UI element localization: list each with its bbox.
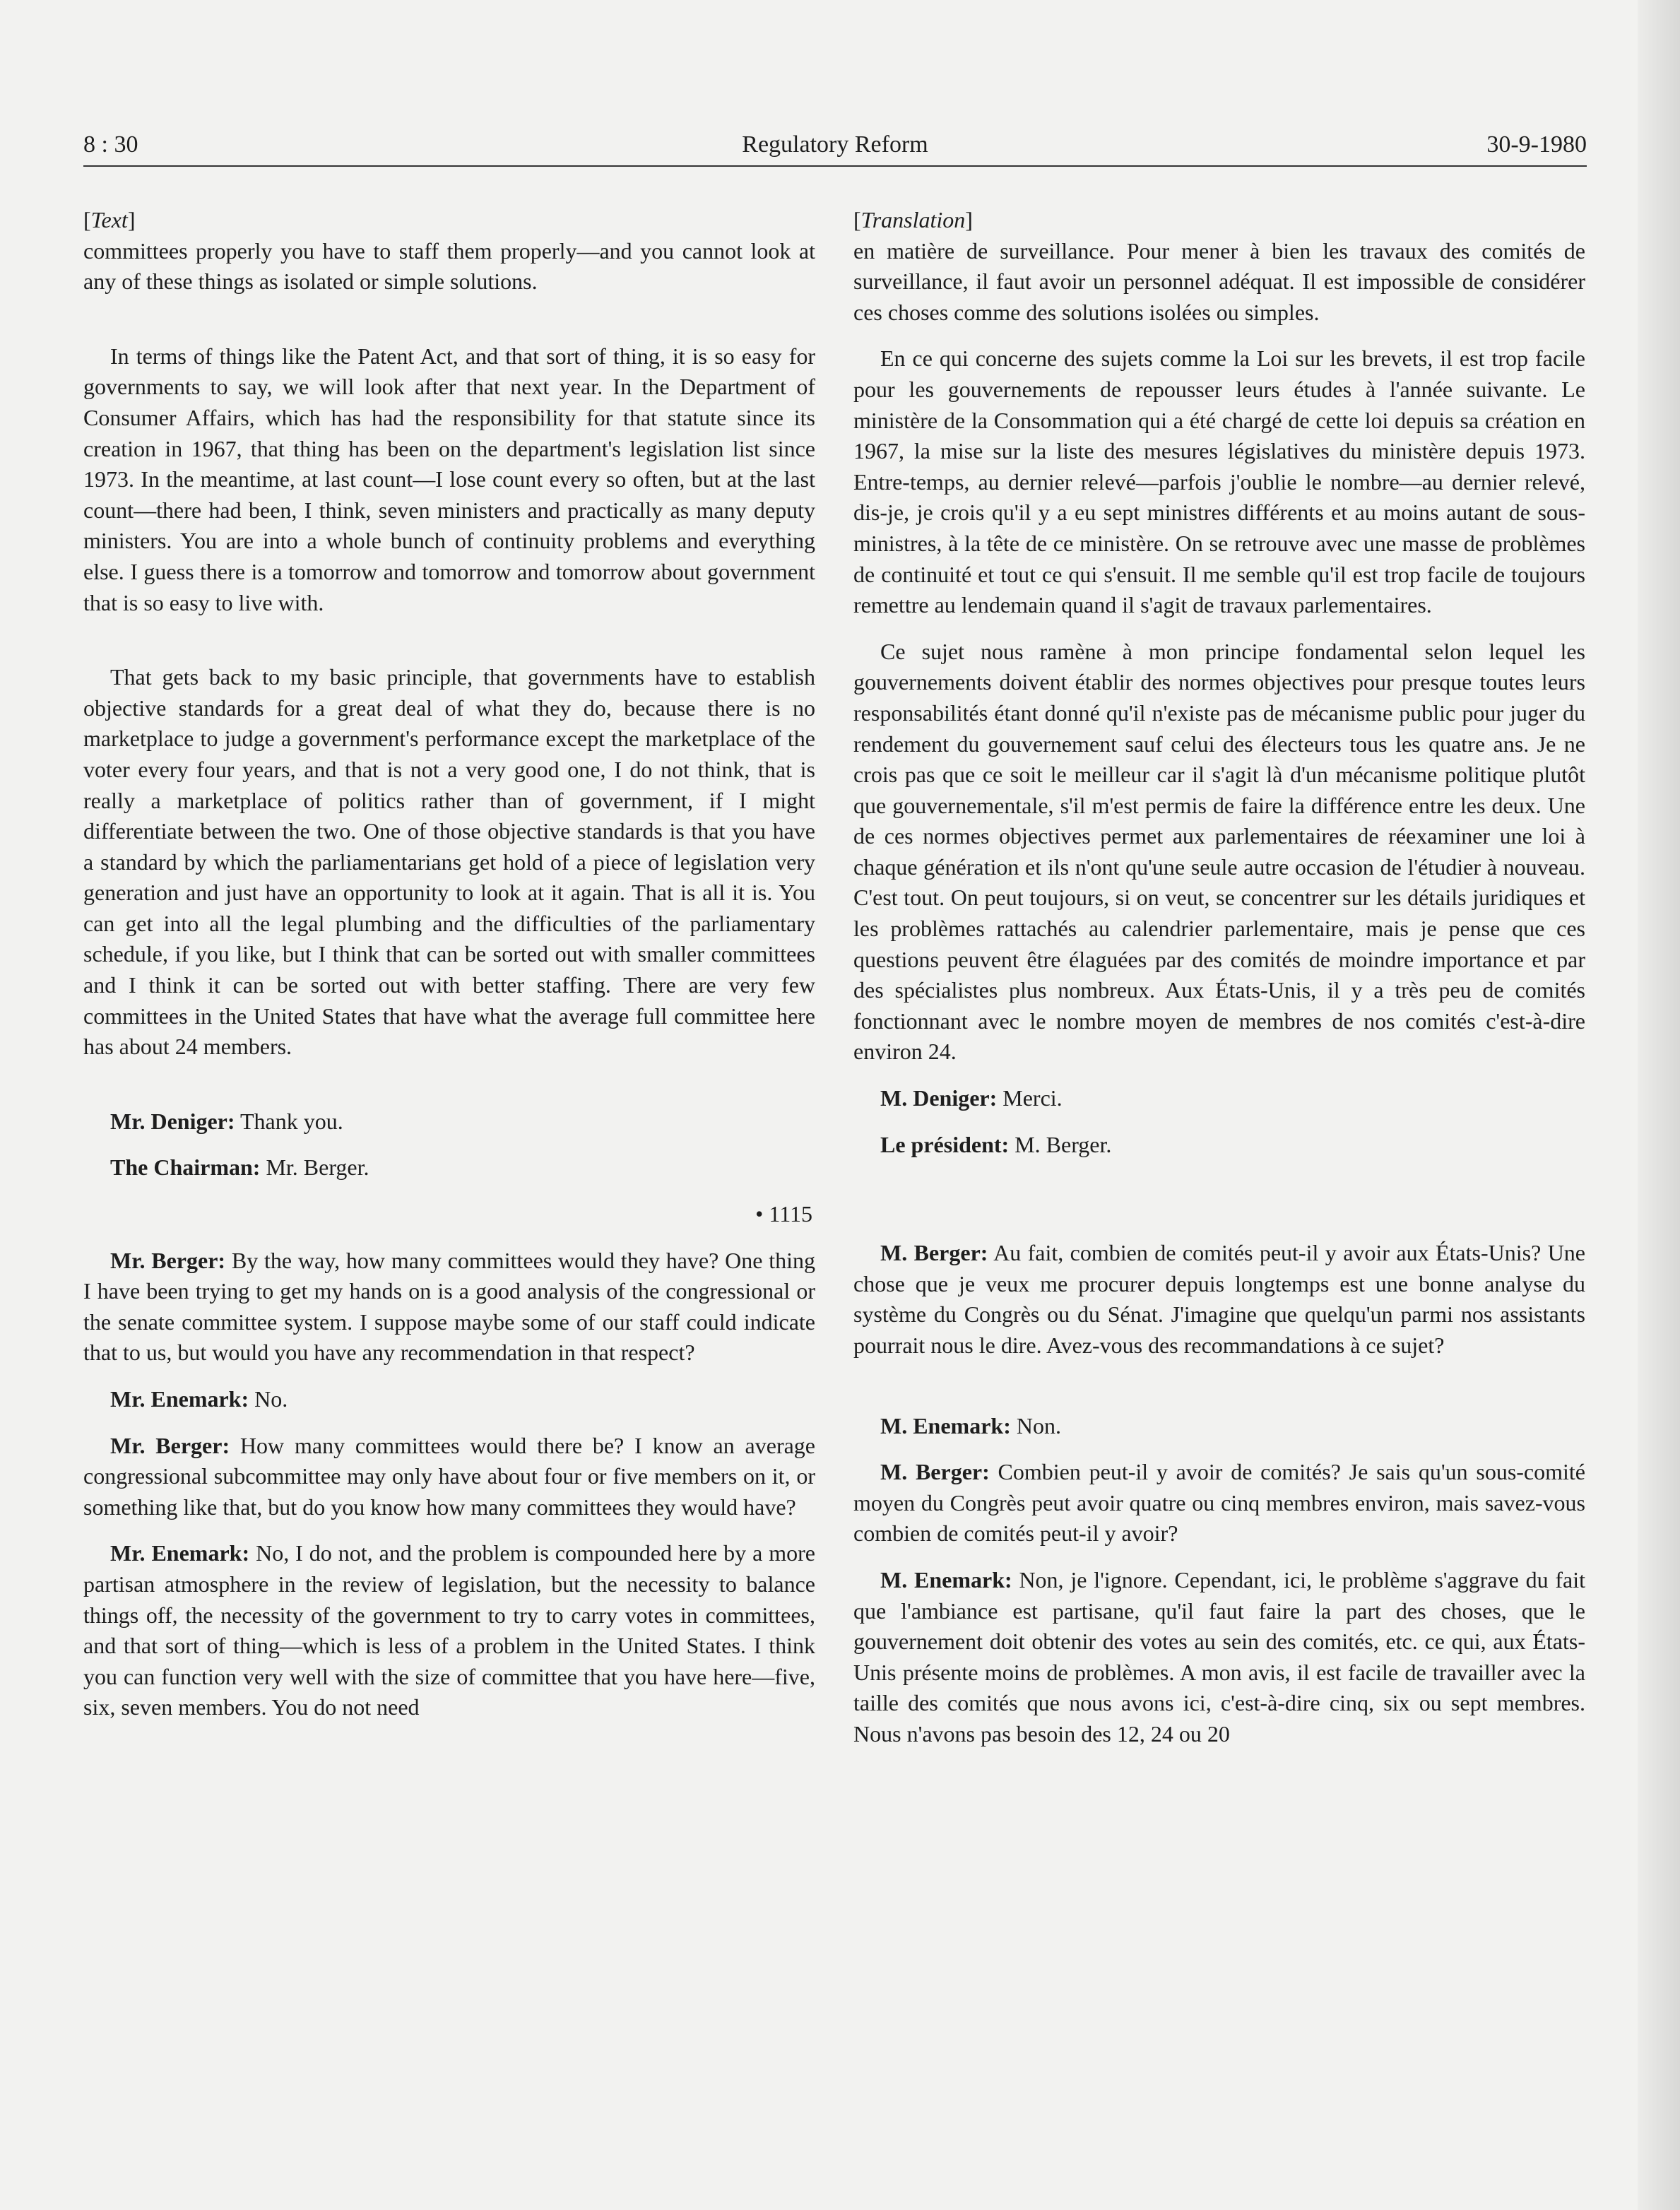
english-paragraph-3: That gets back to my basic principle, that governments have to establish objective standards for a great deal of what they do, because there is no marketplace to judge a government's performance except the marketplace of the voter every four years, and that is not a very good one, I do not think, that is really a marketplace of politics rather than of government, if I might differentiate between the two. One of those objective standards is that you have a standard by which the parliamentarians get hold of a piece of legislation very generation and just have an opportunity to look at it again. That is all it is. You can get into all the legal plumbing and the difficulties of the parliamentary schedule, if you like, but I think that can be sorted out with smaller committees and I think it can be sorted out with better staffing. There are very few committees in the United States that have what the average full committee here has about 24 members. [83, 664, 815, 1060]
french-paragraph-3: Ce sujet nous ramène à mon principe fondamental selon lequel les gouvernements doivent établir des normes objectives pour presque toutes leurs responsabilités étant donné qu'il n'existe pas de mécanisme public pour juger du rendement du gouvernement sauf celui des électeurs tous les quatre ans. Je ne crois pas que ce soit le meilleur car il s'agit là d'un mécanisme politique plutôt que gouvernementale, s'il m'est permis de faire la différence entre les deux. Une de ces normes objectives permet aux parlementaires de réexaminer une loi à chaque génération et ils n'ont qu'une seule autre occasion de l'étudier à nouveau. C'est tout. On peut toujours, si on veut, se concentrer sur les détails juridiques et les problèmes rattachés au calendrier parlementaire, mais je pense que ces questions peuvent être élaguées par des comités de moindre importance et par des spécialistes plus nombreux. Aux États-Unis, il y a très peu de comités fonctionnant avec le nombre moyen de membres de nos comités c'est-à-dire environ 24. [853, 638, 1585, 1065]
speaker-name: Mr. Deniger: [110, 1108, 235, 1134]
speaker-name: M. Enemark: [880, 1566, 1012, 1592]
english-speech-deniger [83, 1106, 815, 1138]
page-edge-shadow [1638, 0, 1680, 2210]
french-paragraph-1: en matière de surveillance. Pour mener à bien les travaux des comités de surveillance, il faut avoir un personnel adéquat. Il est impossible de considérer ces choses comme des solutions isolées ou simples. [853, 237, 1585, 325]
speech-text: Non. [1010, 1412, 1061, 1438]
french-speech-president [853, 1130, 1585, 1161]
speaker-name: Mr. Enemark: [110, 1540, 250, 1566]
speech-text: By the way, how many committees would they have? One thing I have been trying to get my hands on is a good analysis of the congressional or the senate committee system. I suppose maybe some of our staff could indicate that to us, but would you have any recommendation in that respect? [83, 1247, 816, 1366]
speech-text: Merci. [997, 1085, 1063, 1111]
speaker-name: M. Enemark: [880, 1412, 1011, 1438]
speaker-name: M. Berger: [880, 1459, 990, 1485]
speech-text: No. [249, 1386, 288, 1412]
speaker-name: M. Berger: [880, 1240, 988, 1266]
speech-text: Combien peut-il y avoir de comités? Je sais qu'un sous-comité moyen du Congrès peut avoir quatre ou cinq membres environ, mais savez-vous combien de comités peut-il y avoir? [853, 1459, 1586, 1547]
speaker-name: Mr. Berger: [110, 1247, 226, 1273]
french-speech-berger-2 [853, 1457, 1585, 1549]
speech-text: Mr. Berger. [260, 1154, 369, 1181]
text-label: [Text] [83, 207, 136, 232]
session-date: 30-9-1980 [1486, 131, 1587, 158]
french-speech-enemark-1 [853, 1411, 1585, 1442]
time-marker: • 1115 [755, 1201, 812, 1227]
speaker-name: Mr. Enemark: [110, 1386, 249, 1412]
french-speech-enemark-2 [853, 1565, 1585, 1750]
translation-label: [Translation] [853, 207, 973, 232]
speech-text: M. Berger. [1009, 1131, 1112, 1157]
speech-text: No, I do not, and the problem is compounded here by a more partisan atmosphere in the review of legislation, but the necessity to balance things off, the necessity of the government to try to carry votes in committees, and that sort of thing—which is less of a problem in the United States. I think you can function very well with the size of committee that you have here—five, six, seven members. You do not need [83, 1540, 816, 1720]
page-number: 8 : 30 [83, 131, 138, 158]
running-head [83, 126, 1587, 165]
english-speech-enemark-2 [83, 1538, 815, 1723]
speaker-name: Le président: [880, 1131, 1010, 1157]
english-speech-enemark-1 [83, 1384, 815, 1415]
header-rule [83, 165, 1587, 167]
english-speech-chairman [83, 1152, 815, 1183]
english-paragraph-1: committees properly you have to staff them properly—and you cannot look at any of these things as isolated or simple solutions. [83, 237, 815, 295]
english-paragraph-2: In terms of things like the Patent Act, and that sort of thing, it is so easy for governments to say, we will look after that next year. In the Department of Consumer Affairs, which has had the responsibility for that statute since its creation in 1967, that thing has been on the department's legislation list since 1973. In the meantime, at last count—I lose count every so often, but at the last count—there had been, I think, seven ministers and practically as many deputy ministers. You are into a whole bunch of continuity problems and everything else. I guess there is a tomorrow and tomorrow and tomorrow about government that is so easy to live with. [83, 343, 815, 615]
speaker-name: M. Deniger: [880, 1085, 998, 1111]
translation-label-word: Translation [860, 207, 966, 232]
french-paragraph-2: En ce qui concerne des sujets comme la Loi sur les brevets, il est trop facile pour les gouvernements de repousser leurs études à l'année suivante. Le ministère de la Consommation qui a été chargé de cette loi depuis sa création en 1967, la mise sur la liste des mesures législatives du ministère depuis 1973. Entre-temps, au dernier relevé—parfois j'oublie le nombre—au dernier relevé, dis-je, je crois qu'il y a eu sept ministres différents et au moins autant de sous-ministres, à la tête de ce ministère. On se retrouve avec une masse de problèmes de continuité et tout ce qui s'ensuit. Il me semble qu'il est trop facile de toujours remettre au lendemain quand il s'agit de travaux parlementaires. [853, 345, 1585, 618]
text-label-word: Text [90, 207, 128, 232]
french-speech-deniger [853, 1083, 1585, 1114]
english-speech-berger-2 [83, 1431, 815, 1523]
english-speech-berger-1 [83, 1246, 815, 1369]
running-title: Regulatory Reform [742, 131, 928, 158]
speech-text: Non, je l'ignore. Cependant, ici, le problème s'aggrave du fait que l'ambiance est partisane, qu'il faut faire la part des choses, que le gouvernement doit obtenir des votes au sein des comités, etc. ce qui, aux États-Unis présente moins de problèmes. A mon avis, il est facile de travailler avec la taille des comités que nous avons ici, c'est-à-dire cinq, six ou sept membres. Nous n'avons pas besoin des 12, 24 ou 20 [853, 1566, 1586, 1747]
speech-text: Au fait, combien de comités peut-il y avoir aux États-Unis? Une chose que je veux me procurer depuis longtemps est une bonne analyse du système du Congrès ou du Sénat. J'imagine que quelqu'un parmi nos assistants pourrait nous le dire. Avez-vous des recommandations à ce sujet? [853, 1240, 1586, 1358]
speech-text: Thank you. [235, 1108, 343, 1134]
french-column [853, 205, 1585, 1750]
french-speech-berger-1 [853, 1238, 1585, 1361]
speaker-name: The Chairman: [110, 1154, 261, 1181]
english-column [83, 205, 815, 1723]
speech-text: How many committees would there be? I know an average congressional subcommittee may only have about four or five members on it, or something like that, but do you know how many committees they would have? [83, 1432, 816, 1520]
speaker-name: Mr. Berger: [110, 1432, 230, 1458]
